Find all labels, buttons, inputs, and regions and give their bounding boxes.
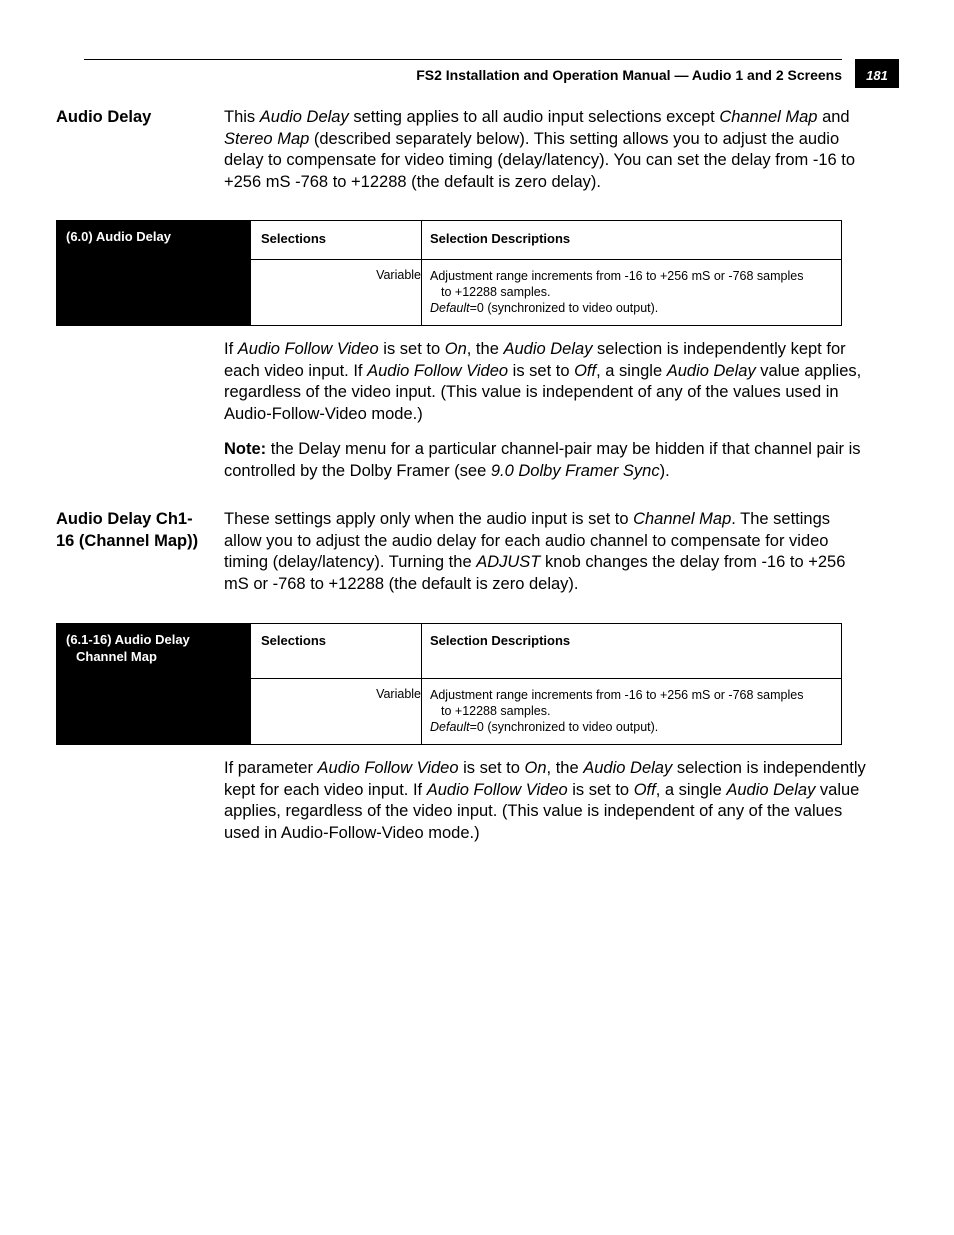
- header-rule: [84, 59, 842, 60]
- selection-description: Adjustment range increments from -16 to +256 mS or -768 samples to +12288 samples. Default=0 (synchronized to video output).: [430, 269, 804, 315]
- section-heading-audio-delay: Audio Delay: [56, 108, 152, 126]
- column-header-descriptions: Selection Descriptions: [430, 633, 571, 648]
- parameter-name-cell: (6.1-16) Audio Delay Channel Map: [56, 623, 251, 745]
- section-intro-audio-delay: This Audio Delay setting applies to all audio input selections except Channel Map and Stereo Map (described separately below). This setting allows you to adjust the audio delay to compensate for video timing (delay/latency). You can set the delay from -16 to +256 mS -768 to +12288 (the default is zero delay).: [224, 108, 856, 192]
- selection-value: Variable: [376, 687, 421, 701]
- table-grid: [251, 623, 842, 745]
- audio-follow-video-paragraph-1: If Audio Follow Video is set to On, the Audio Delay selection is independently kept for each video input. If Audio Follow Video is set to Off, a single Audio Delay value applies, regardless of the video input. (This value is independent of any of the values used in Audio-Follow-Video mode.): [224, 340, 862, 424]
- running-header-title: FS2 Installation and Operation Manual — Audio 1 and 2 Screens: [416, 67, 842, 83]
- page-number-badge: 181: [855, 59, 899, 88]
- column-header-selections: Selections: [261, 633, 327, 648]
- column-header-descriptions: Selection Descriptions: [430, 231, 571, 246]
- selection-description: Adjustment range increments from -16 to +256 mS or -768 samples to +12288 samples. Default=0 (synchronized to video output).: [430, 688, 804, 734]
- note-paragraph: Note: the Delay menu for a particular channel-pair may be hidden if that channel pair is controlled by the Dolby Framer (see 9.0 Dolby Framer Sync).: [224, 440, 861, 480]
- selection-value: Variable: [376, 268, 421, 282]
- audio-follow-video-paragraph-2: If parameter Audio Follow Video is set to On, the Audio Delay selection is independently kept for each video input. If Audio Follow Video is set to Off, a single Audio Delay value applies, regardless of the video input. (This value is independent of any of the values used in Audio-Follow-Video mode.): [224, 759, 866, 843]
- section-intro-channel-map: These settings apply only when the audio input is set to Channel Map. The settings allow you to adjust the audio delay for each audio channel to compensate for video timing (delay/latency). Turning the ADJUST knob changes the delay from -16 to +256 mS or -768 to +12288 (the default is zero delay).: [224, 510, 846, 594]
- section-heading-audio-delay-channel-map: Audio Delay Ch1-16 (Channel Map)): [56, 510, 199, 550]
- table-grid: [251, 220, 842, 326]
- parameter-table-audio-delay: [56, 220, 842, 326]
- parameter-name-cell: (6.0) Audio Delay: [56, 220, 251, 326]
- column-header-selections: Selections: [261, 231, 327, 246]
- parameter-table-audio-delay-channel-map: [56, 623, 842, 745]
